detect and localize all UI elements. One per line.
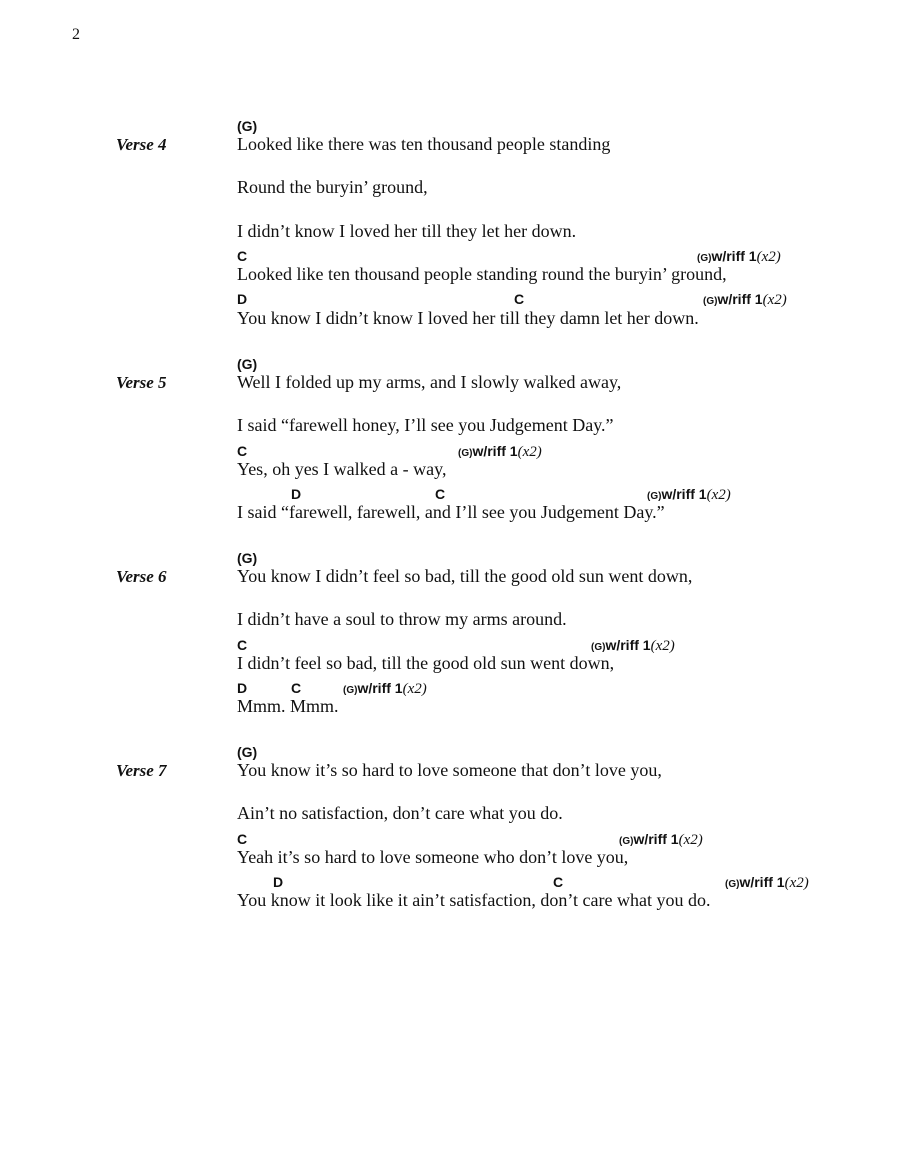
verse-6-line-4: Mmm. Mmm. [237, 696, 339, 716]
chord-d: D [237, 291, 248, 307]
chord-g: (G) [725, 879, 740, 890]
chord-c: C [553, 874, 564, 890]
verse-4-line-3: I didn’t know I loved her till they let her down. [237, 221, 577, 241]
chord-d: D [291, 486, 302, 502]
riff-label: w/riff 1 [472, 443, 518, 459]
verse-5-label: Verse 5 [116, 373, 167, 392]
repeat-marker: (x2) [762, 292, 787, 308]
chord-c: C [435, 486, 446, 502]
verse-7-line-4: You know it look like it ain’t satisfaction, don’t care what you do. [237, 890, 711, 910]
verse-6-line-2: I didn’t have a soul to throw my arms around. [237, 609, 567, 629]
verse-6-line-1: You know I didn’t feel so bad, till the good old sun went down, [237, 566, 693, 586]
chord-c: C [291, 680, 302, 696]
chord-g: (G) [619, 836, 634, 847]
riff-label: w/riff 1 [633, 831, 679, 847]
verse-7-line-2: Ain’t no satisfaction, don’t care what you do. [237, 803, 563, 823]
chord-g-riff [458, 443, 542, 461]
verse-5-line-1: Well I folded up my arms, and I slowly walked away, [237, 372, 622, 392]
chord-g: (G) [237, 356, 258, 372]
riff-label: w/riff 1 [357, 680, 403, 696]
repeat-marker: (x2) [706, 487, 731, 503]
chord-c: C [237, 443, 248, 459]
chord-c: C [237, 831, 248, 847]
repeat-marker: (x2) [756, 249, 781, 265]
repeat-marker: (x2) [650, 638, 675, 654]
verse-6-label: Verse 6 [116, 567, 167, 586]
chord-g: (G) [703, 296, 718, 307]
verse-7-label: Verse 7 [116, 761, 167, 780]
verse-4-line-2: Round the buryin’ ground, [237, 177, 428, 197]
riff-label: w/riff 1 [739, 874, 785, 890]
repeat-marker: (x2) [784, 875, 809, 891]
riff-label: w/riff 1 [711, 248, 757, 264]
chord-c: C [237, 637, 248, 653]
chord-g: (G) [647, 491, 662, 502]
chord-c: C [514, 291, 525, 307]
verse-4-label: Verse 4 [116, 135, 167, 154]
chord-g: (G) [697, 253, 712, 264]
chord-g-riff [703, 291, 787, 309]
verse-7-line-1: You know it’s so hard to love someone that don’t love you, [237, 760, 662, 780]
verse-4-line-1: Looked like there was ten thousand people standing [237, 134, 611, 154]
page-number: 2 [72, 26, 80, 43]
chord-g: (G) [458, 448, 473, 459]
chord-g: (G) [237, 550, 258, 566]
chord-g: (G) [591, 642, 606, 653]
verse-4-line-5: You know I didn’t know I loved her till they damn let her down. [237, 308, 699, 328]
chord-g: (G) [237, 118, 258, 134]
chord-c: C [237, 248, 248, 264]
verse-5-line-2: I said “farewell honey, I’ll see you Judgement Day.” [237, 415, 614, 435]
riff-label: w/riff 1 [661, 486, 707, 502]
chord-g: (G) [237, 744, 258, 760]
chord-d: D [237, 680, 248, 696]
verse-4-line-4: Looked like ten thousand people standing round the buryin’ ground, [237, 264, 727, 284]
verse-6-line-3: I didn’t feel so bad, till the good old sun went down, [237, 653, 615, 673]
chord-g-riff [619, 831, 703, 849]
repeat-marker: (x2) [402, 681, 427, 697]
chord-g: (G) [343, 685, 358, 696]
chord-g-riff [343, 680, 427, 698]
riff-label: w/riff 1 [605, 637, 651, 653]
repeat-marker: (x2) [678, 832, 703, 848]
verse-7-line-3: Yeah it’s so hard to love someone who don’t love you, [237, 847, 629, 867]
repeat-marker: (x2) [517, 444, 542, 460]
chord-d: D [273, 874, 284, 890]
verse-5-line-3: Yes, oh yes I walked a - way, [237, 459, 447, 479]
riff-label: w/riff 1 [717, 291, 763, 307]
chord-g-riff [725, 874, 809, 892]
verse-5-line-4: I said “farewell, farewell, and I’ll see you Judgement Day.” [237, 502, 665, 522]
